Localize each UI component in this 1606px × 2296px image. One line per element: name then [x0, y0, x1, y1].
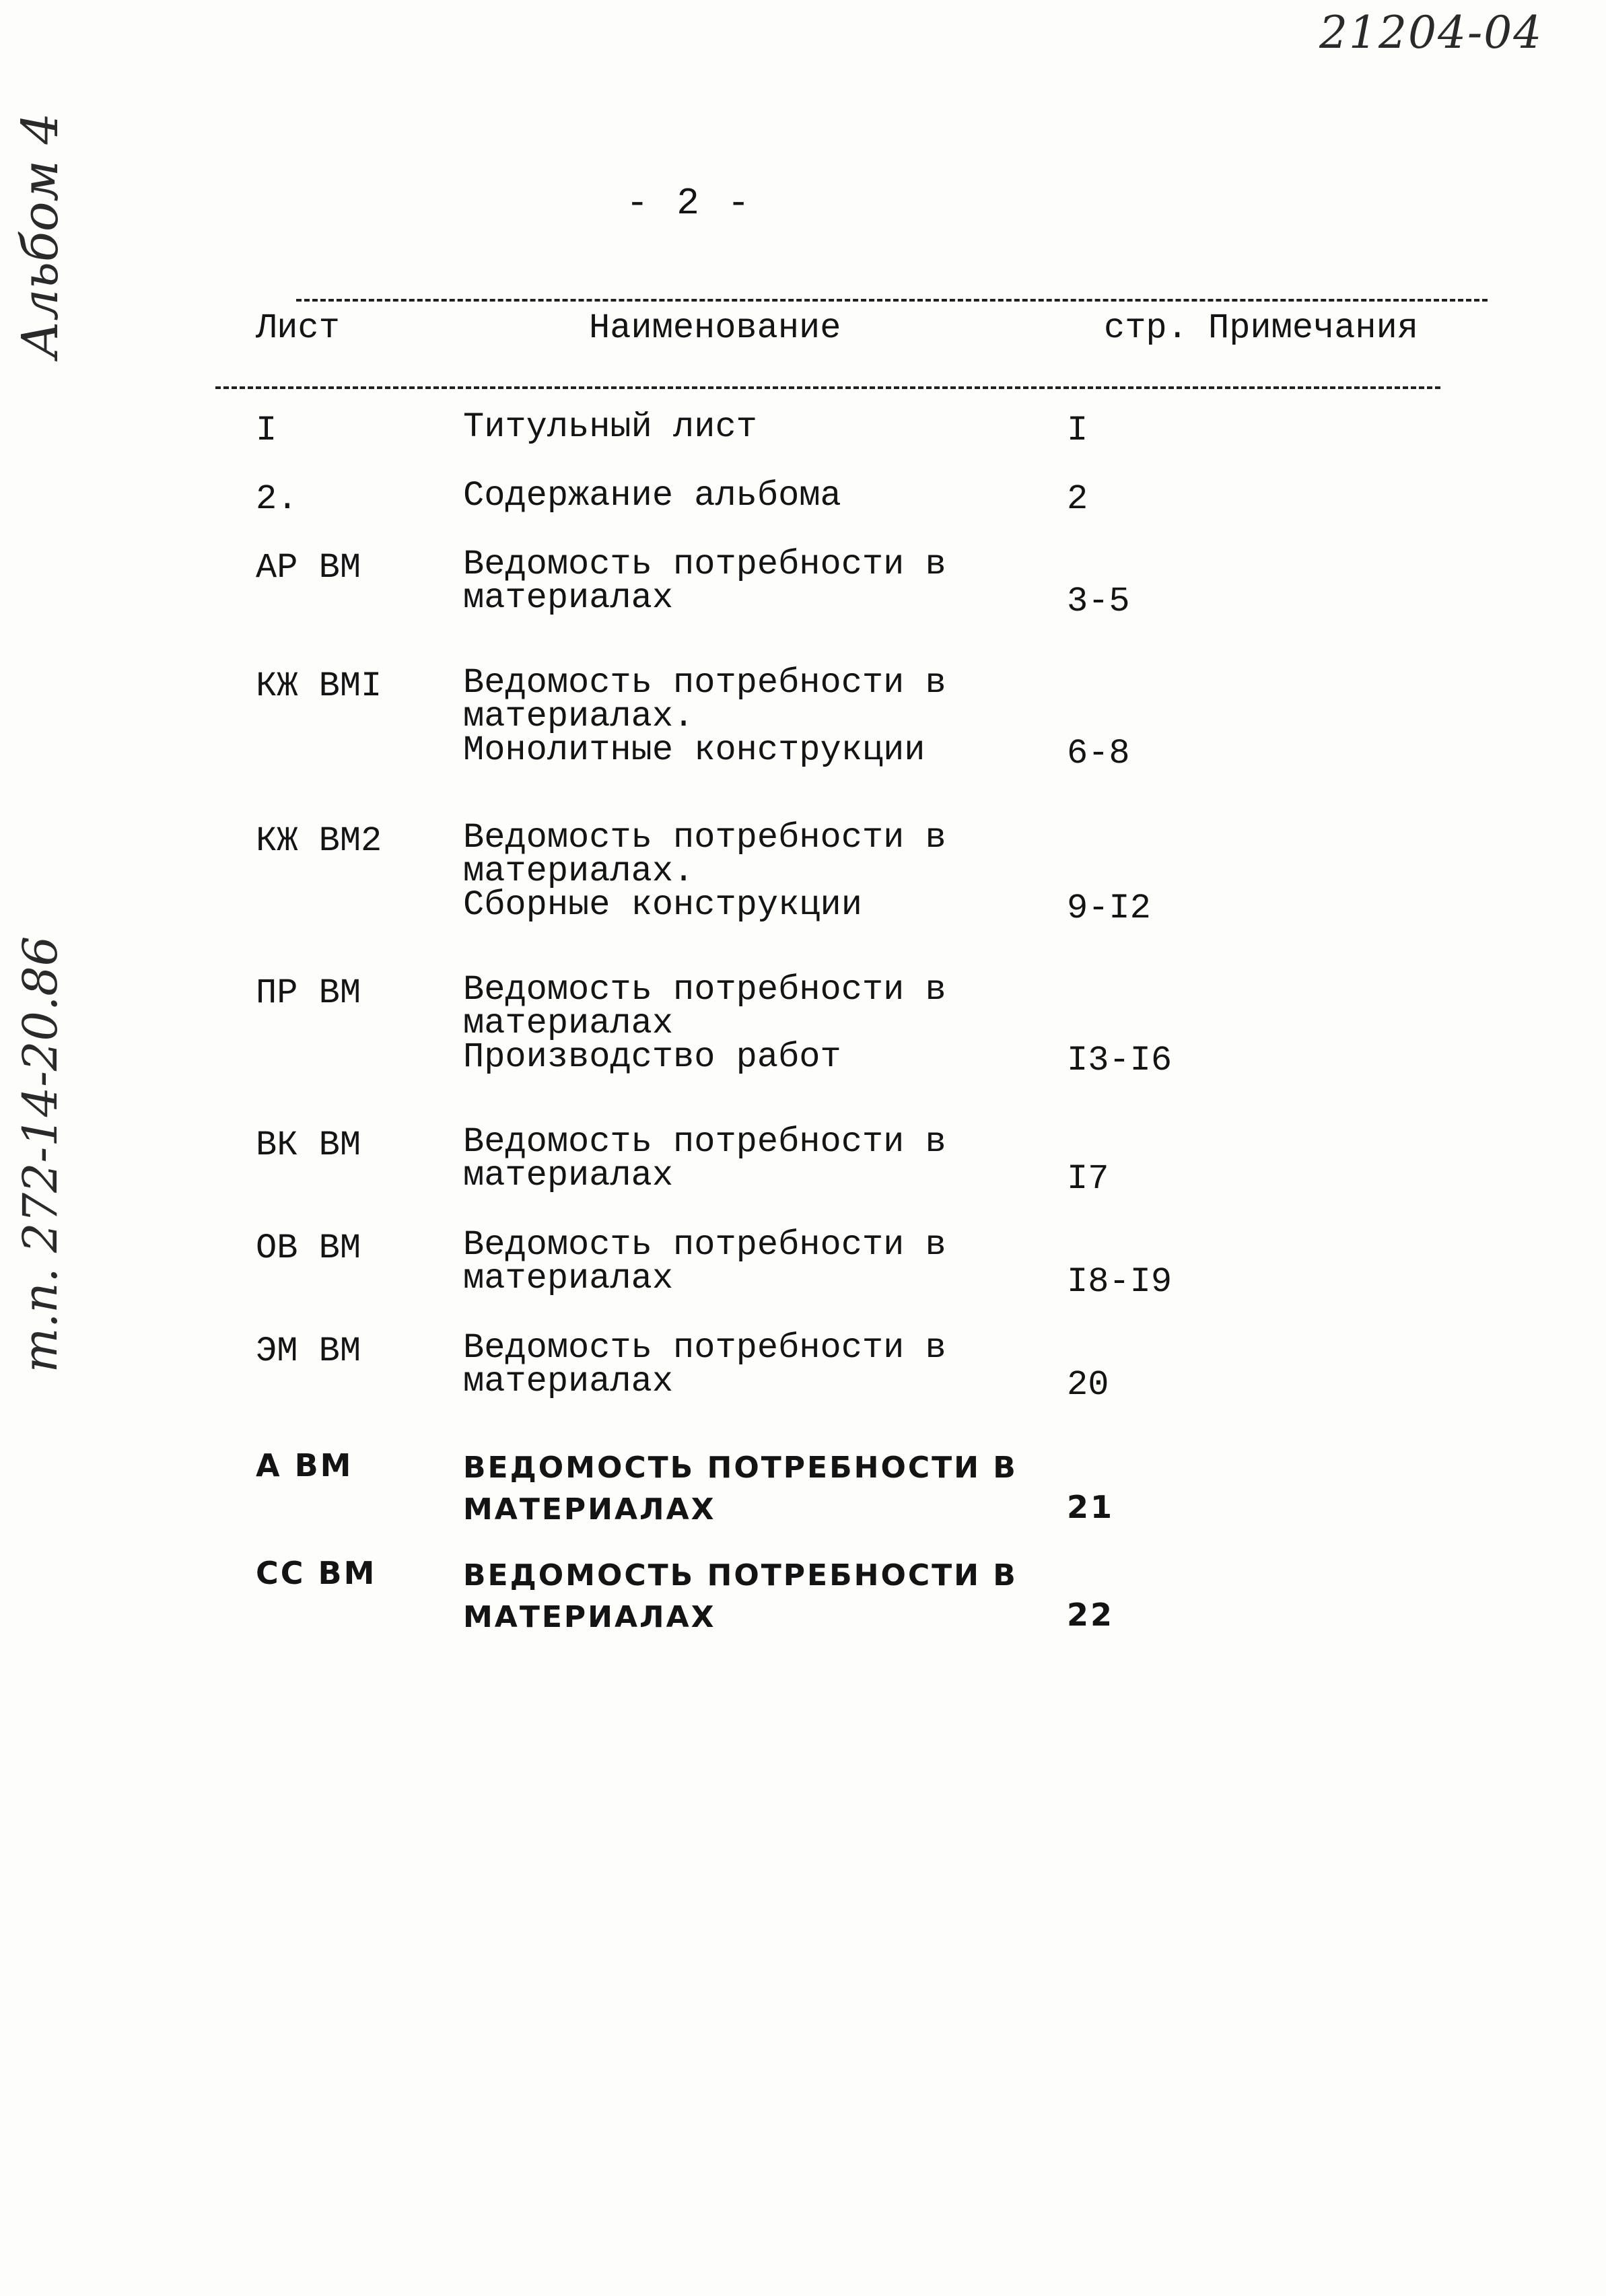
table-top-rule — [296, 299, 1488, 302]
page-number: - 2 - — [626, 182, 753, 225]
page-cell: 3-5 — [1067, 582, 1130, 621]
name-cell: Ведомость потребности в материалах. Сборные конструкции — [463, 818, 946, 925]
page-cell: I3-I6 — [1067, 1041, 1173, 1080]
page-cell: I — [1067, 411, 1088, 450]
sheet-cell: ПР ВМ — [256, 973, 361, 1013]
page-cell: 9-I2 — [1067, 889, 1151, 928]
column-header-page: стр. — [1104, 308, 1188, 348]
page-cell: 22 — [1067, 1597, 1115, 1633]
name-cell: Ведомость потребности в материалах — [463, 1328, 946, 1401]
name-cell: Ведомость потребности в материалах — [463, 1225, 946, 1298]
page-cell: I8-I9 — [1067, 1262, 1173, 1302]
column-header-notes: Примечания — [1208, 308, 1419, 348]
document-code-handwritten: 21204-04 — [1319, 7, 1543, 59]
project-number-vertical — [0, 875, 81, 1434]
name-cell: ВЕДОМОСТЬ ПОТРЕБНОСТИ В МАТЕРИАЛАХ — [463, 1558, 1018, 1634]
page-cell: 21 — [1067, 1489, 1115, 1525]
sheet-cell: ЭМ ВМ — [256, 1331, 361, 1371]
sheet-cell: КЖ ВМI — [256, 666, 382, 706]
sheet-cell: 2. — [256, 479, 298, 519]
project-number-text: т.п. 272-14-20.86 — [13, 936, 68, 1373]
sheet-cell: ВК ВМ — [256, 1125, 361, 1165]
page-cell: 20 — [1067, 1365, 1109, 1405]
name-cell: Ведомость потребности в материалах Производство работ — [463, 970, 946, 1077]
name-cell: Ведомость потребности в материалах — [463, 1122, 946, 1195]
sheet-cell: СС ВМ — [256, 1555, 377, 1591]
name-cell: Титульный лист — [463, 407, 757, 447]
album-label-vertical — [0, 101, 81, 390]
sheet-cell: ОВ ВМ — [256, 1228, 361, 1268]
page-cell: I7 — [1067, 1159, 1109, 1199]
column-header-sheet: Лист — [256, 308, 340, 348]
column-header-name: Наименование — [589, 308, 841, 348]
name-cell: ВЕДОМОСТЬ ПОТРЕБНОСТИ В МАТЕРИАЛАХ — [463, 1451, 1018, 1527]
name-cell: Содержание альбома — [463, 476, 841, 516]
sheet-cell: КЖ ВМ2 — [256, 821, 382, 861]
page-cell: 2 — [1067, 479, 1088, 519]
table-header-rule — [215, 386, 1440, 389]
name-cell: Ведомость потребности в материалах — [463, 545, 946, 618]
name-cell: Ведомость потребности в материалах. Монолитные конструкции — [463, 663, 946, 770]
album-label-text: Альбом 4 — [11, 112, 69, 359]
sheet-cell: АР ВМ — [256, 548, 361, 588]
sheet-cell: А ВМ — [256, 1447, 353, 1484]
sheet-cell: I — [256, 411, 277, 450]
page-cell: 6-8 — [1067, 734, 1130, 773]
